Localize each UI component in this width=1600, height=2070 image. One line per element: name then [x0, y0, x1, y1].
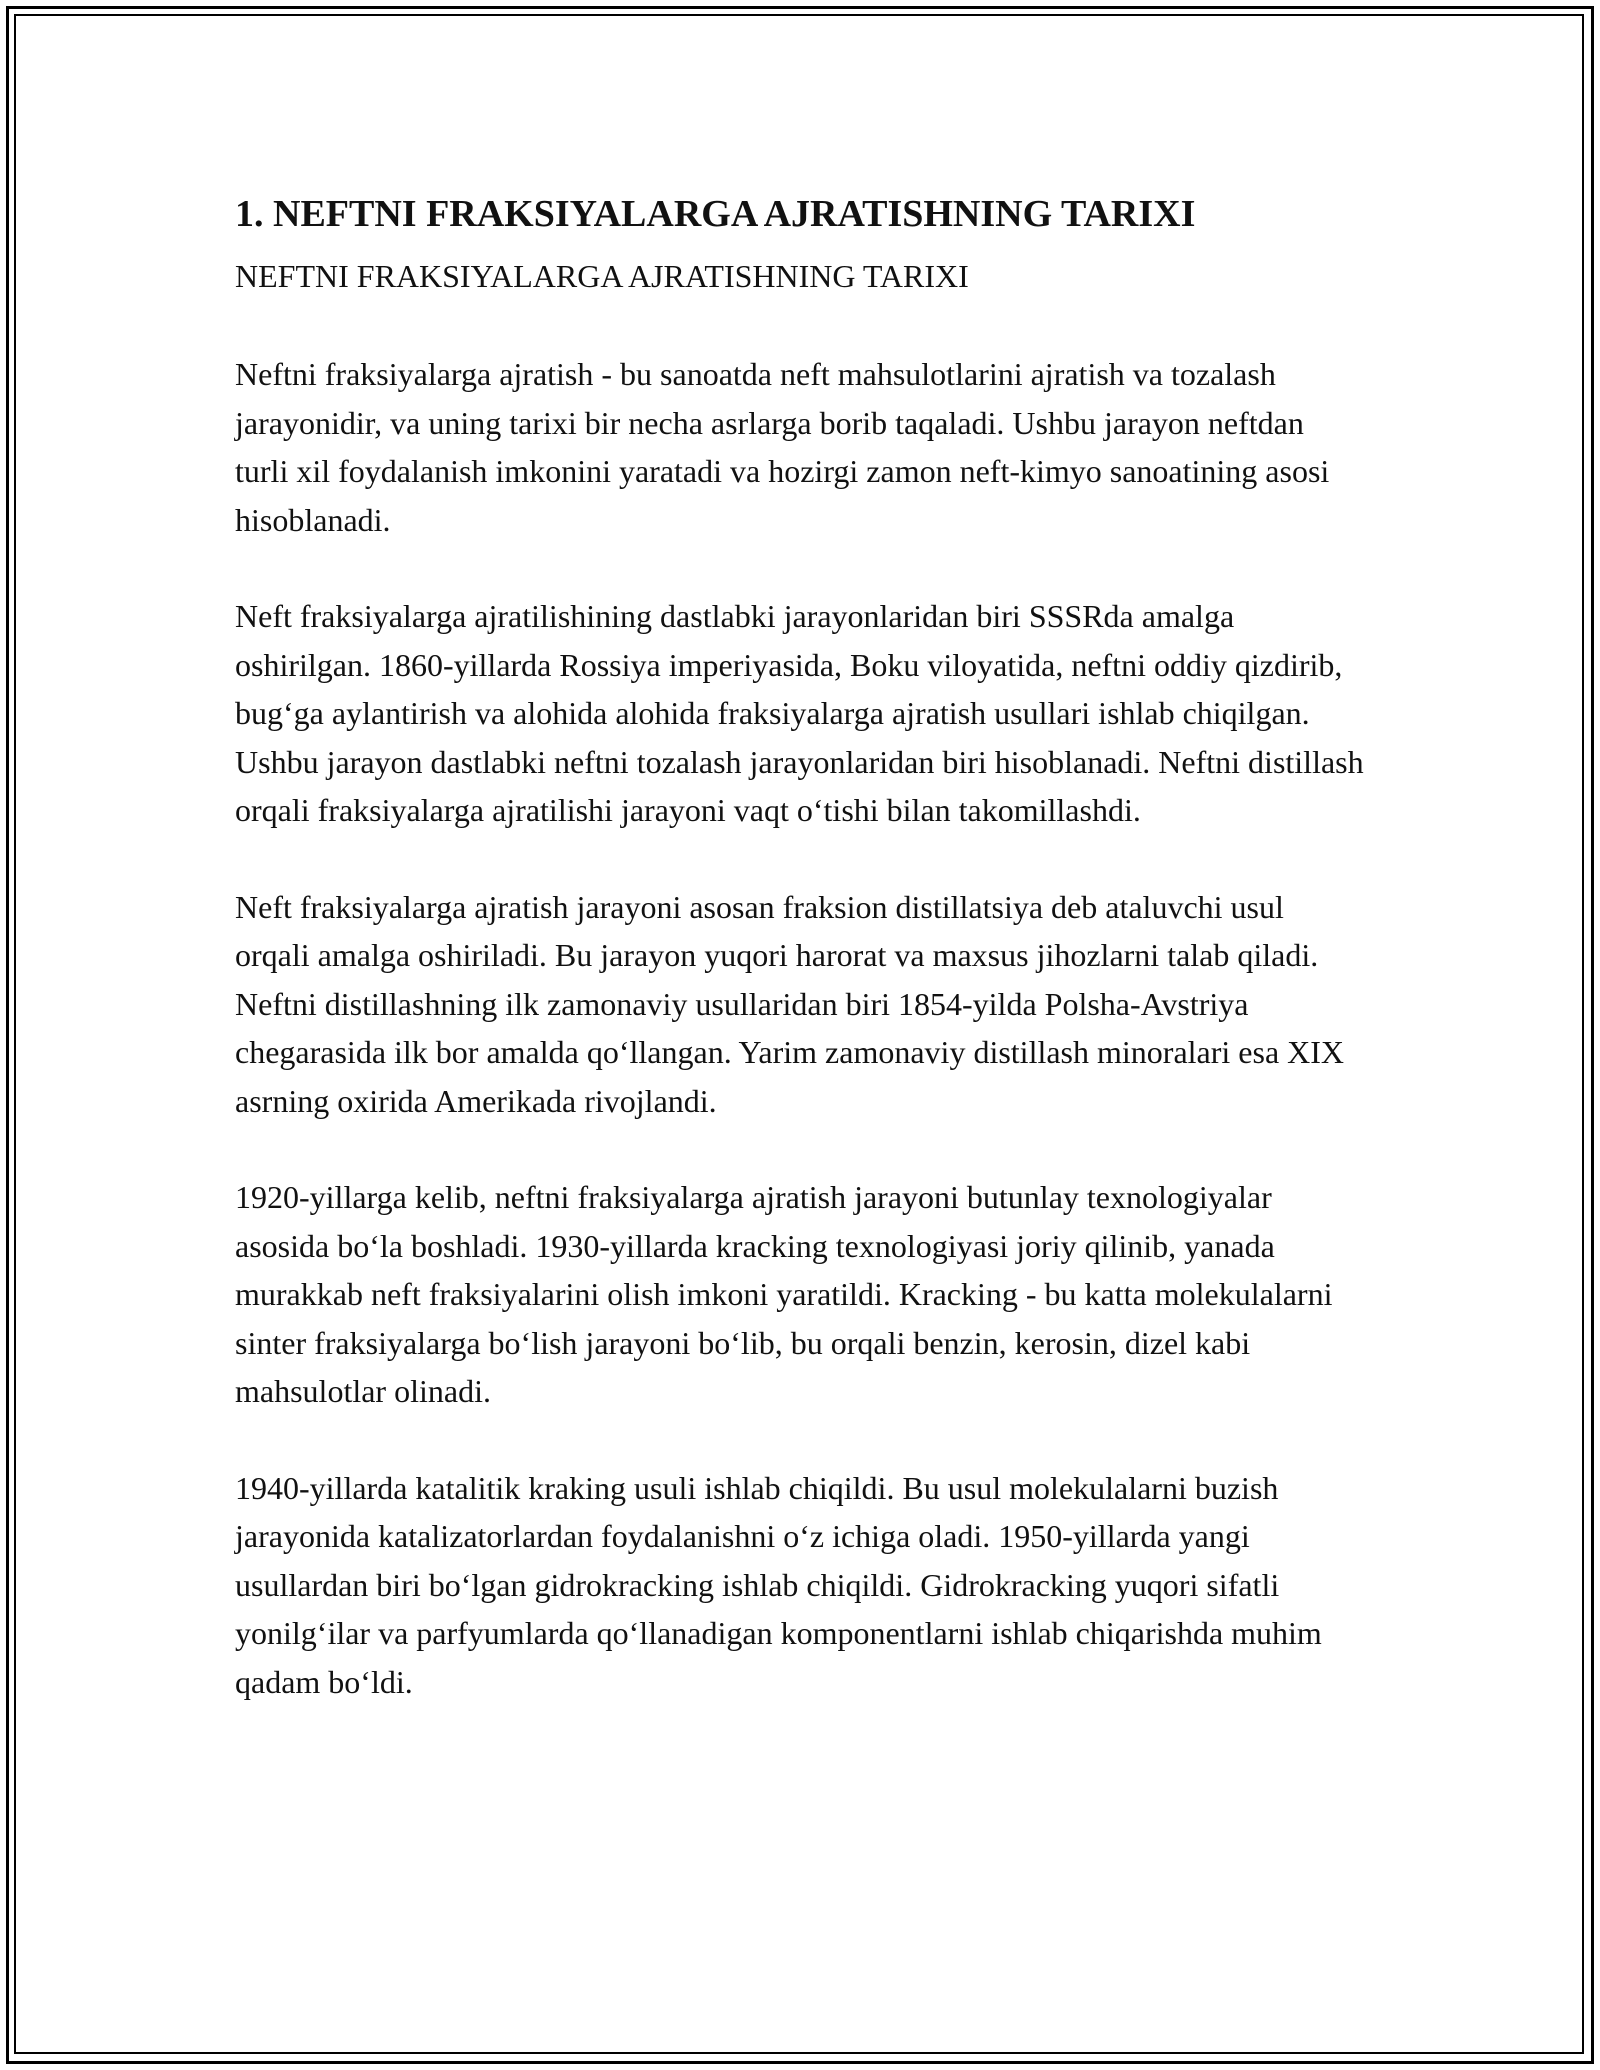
paragraph-2: Neft fraksiyalarga ajratilishining dastlabki jarayonlaridan biri SSSRda amalga oshirilgan. 1860-yillarda Rossiya imperiyasida, Boku viloyatida, neftni oddiy qizdirib, bug‘ga aylantirish va alohida alohida fraksiyalarga ajratish usullari ishlab chiqilgan. Ushbu jarayon dastlabki neftni tozalash jarayonlaridan biri hisoblanadi. Neftni distillash orqali fraksiyalarga ajratilishi jarayoni vaqt o‘tishi bilan takomillashdi. [235, 598, 1364, 828]
paragraph-4: 1920-yillarga kelib, neftni fraksiyalarga ajratish jarayoni butunlay texnologiyalar asosida bo‘la boshladi. 1930-yillarda kracking texnologiyasi joriy qilinib, yanada murakkab neft fraksiyalarini olish imkoni yaratildi. Kracking - bu katta molekulalarni sinter fraksiyalarga bo‘lish jarayoni bo‘lib, bu orqali benzin, kerosin, dizel kabi mahsulotlar olinadi. [235, 1179, 1333, 1409]
paragraph-3: Neft fraksiyalarga ajratish jarayoni asosan fraksion distillatsiya deb ataluvchi usul orqali amalga oshiriladi. Bu jarayon yuqori harorat va maxsus jihozlarni talab qiladi. Neftni distillashning ilk zamonaviy usullaridan biri 1854-yilda Polsha-Avstriya chegarasida ilk bor amalda qo‘llangan. Yarim zamonaviy distillash minoralari esa XIX asrning oxirida Amerikada rivojlandi. [235, 888, 1345, 1119]
section-heading: 1. NEFTNI FRAKSIYALARGA AJRATISHNING TARIXI [235, 193, 1196, 235]
section-subheading: NEFTNI FRAKSIYALARGA AJRATISHNING TARIXI [235, 258, 969, 294]
paragraph-5: 1940-yillarda katalitik kraking usuli ishlab chiqildi. Bu usul molekulalarni buzish jarayonida katalizatorlardan foydalanishni o‘z ichiga oladi. 1950-yillarda yangi usullardan biri bo‘lgan gidrokracking ishlab chiqildi. Gidrokracking yuqori sifatli yonilg‘ilar va parfyumlarda qo‘llanadigan komponentlarni ishlab chiqarishda muhim qadam bo‘ldi. [235, 1469, 1322, 1700]
document-body [235, 188, 1365, 1754]
paragraph-1: Neftni fraksiyalarga ajratish - bu sanoatda neft mahsulotlarini ajratish va tozalash jarayonidir, va uning tarixi bir necha asrlarga borib taqaladi. Ushbu jarayon neftdan turli xil foydalanish imkonini yaratadi va hozirgi zamon neft-kimyo sanoatining asosi hisoblanadi. [235, 356, 1330, 538]
